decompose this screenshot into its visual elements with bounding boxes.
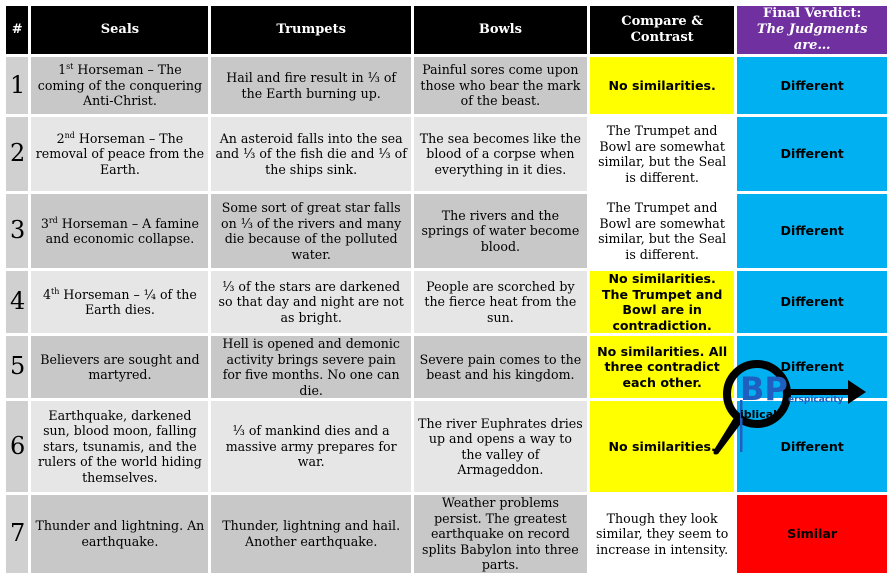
seal-cell: Earthquake, darkened sun, blood moon, falling stars, tsunamis, and the rulers of the world hiding themselves. [31,401,208,492]
judgments-table [3,3,890,576]
logo-initials: BP [740,370,788,408]
row-number: 6 [6,401,28,492]
seal-cell [31,57,208,114]
compare-cell: No similarities. The Trumpet and Bowl are in contradiction. [590,271,735,333]
seal-cell: Believers are sought and martyred. [31,336,208,398]
row-number: 4 [6,271,28,333]
verdict-cell: Different [737,117,887,191]
verdict-cell: Different [737,194,887,268]
verdict-cell: Similar [737,495,887,573]
bowl-cell: Weather problems persist. The greatest earthquake on record splits Babylon into three parts. [414,495,587,573]
trumpet-cell: Thunder, lightning and hail. Another earthquake. [211,495,410,573]
seal-text: Horseman – The removal of peace from the Earth. [35,130,205,177]
header-number: # [6,6,28,54]
seal-text: Horseman – ¼ of the Earth dies. [59,286,197,317]
bowl-cell: People are scorched by the fierce heat from the sun. [414,271,587,333]
seal-ordinal: 4 [42,286,51,302]
row-number: 2 [6,117,28,191]
trumpet-cell: Hail and fire result in ⅓ of the Earth burning up. [211,57,410,114]
seal-ordinal: 2 [56,130,65,146]
row-number: 5 [6,336,28,398]
table-row [6,495,887,573]
bowl-cell: The river Euphrates dries up and opens a way to the valley of Armageddon. [414,401,587,492]
bowl-cell: Painful sores come upon those who bear the mark of the beast. [414,57,587,114]
header-verdict [737,6,887,54]
row-number: 1 [6,57,28,114]
verdict-cell: Different [737,336,887,398]
header-trumpets: Trumpets [211,6,410,54]
header-bowls: Bowls [414,6,587,54]
trumpet-cell: ⅓ of mankind dies and a massive army prepares for war. [211,401,410,492]
trumpet-cell: An asteroid falls into the sea and ⅓ of the fish die and ⅓ of the ships sink. [211,117,410,191]
bowl-cell: Severe pain comes to the beast and his kingdom. [414,336,587,398]
verdict-cell: Different [737,57,887,114]
seal-ordinal-suffix: st [66,62,74,72]
table-row [6,117,887,191]
verdict-cell: Different [737,401,887,492]
seal-cell [31,117,208,191]
compare-cell: No similarities. [590,57,735,114]
seal-cell [31,194,208,268]
seal-text: Horseman – The coming of the conquering Anti-Christ. [37,62,203,109]
compare-cell: No similarities. [590,401,735,492]
header-verdict-line1: Final Verdict: [763,6,862,21]
magnifier-handle [714,416,743,455]
seal-ordinal-suffix: rd [48,215,58,225]
trumpet-cell: Some sort of great star falls on ⅓ of the rivers and many die because of the polluted water. [211,194,410,268]
trumpet-cell: Hell is opened and demonic activity brings severe pain for five months. No one can die. [211,336,410,398]
verdict-cell: Different [737,271,887,333]
row-number: 3 [6,194,28,268]
header-verdict-line2: The Judgments are… [756,22,868,53]
compare-cell: The Trumpet and Bowl are somewhat similar, but the Seal is different. [590,117,735,191]
table-row [6,57,887,114]
seal-ordinal: 3 [40,215,49,231]
compare-cell: Though they look similar, they seem to increase in intensity. [590,495,735,573]
compare-cell: The Trumpet and Bowl are somewhat similar, but the Seal is different. [590,194,735,268]
bowl-cell: The rivers and the springs of water become blood. [414,194,587,268]
seal-text: Horseman – A famine and economic collapse. [45,215,199,246]
table-row [6,271,887,333]
bowl-cell: The sea becomes like the blood of a corpse when everything in it dies. [414,117,587,191]
header-compare [590,6,735,54]
header-row [6,6,887,54]
seal-ordinal-suffix: nd [64,130,75,140]
row-number: 7 [6,495,28,573]
header-compare-line2: Contrast [630,30,694,45]
logo-word-left: iblical [740,408,777,421]
seal-ordinal: 1 [58,62,67,78]
seal-cell: Thunder and lightning. An earthquake. [31,495,208,573]
seal-ordinal-suffix: th [51,286,60,296]
trumpet-cell: ⅓ of the stars are darkened so that day and night are not as bright. [211,271,410,333]
header-compare-line1: Compare & [621,14,703,29]
compare-cell: No similarities. All three contradict each other. [590,336,735,398]
logo-word-right: erspicacity [788,395,844,405]
arrow-head-icon [848,380,866,404]
header-seals: Seals [31,6,208,54]
biblical-perspicacity-logo [712,352,872,462]
table-row [6,194,887,268]
seal-cell [31,271,208,333]
